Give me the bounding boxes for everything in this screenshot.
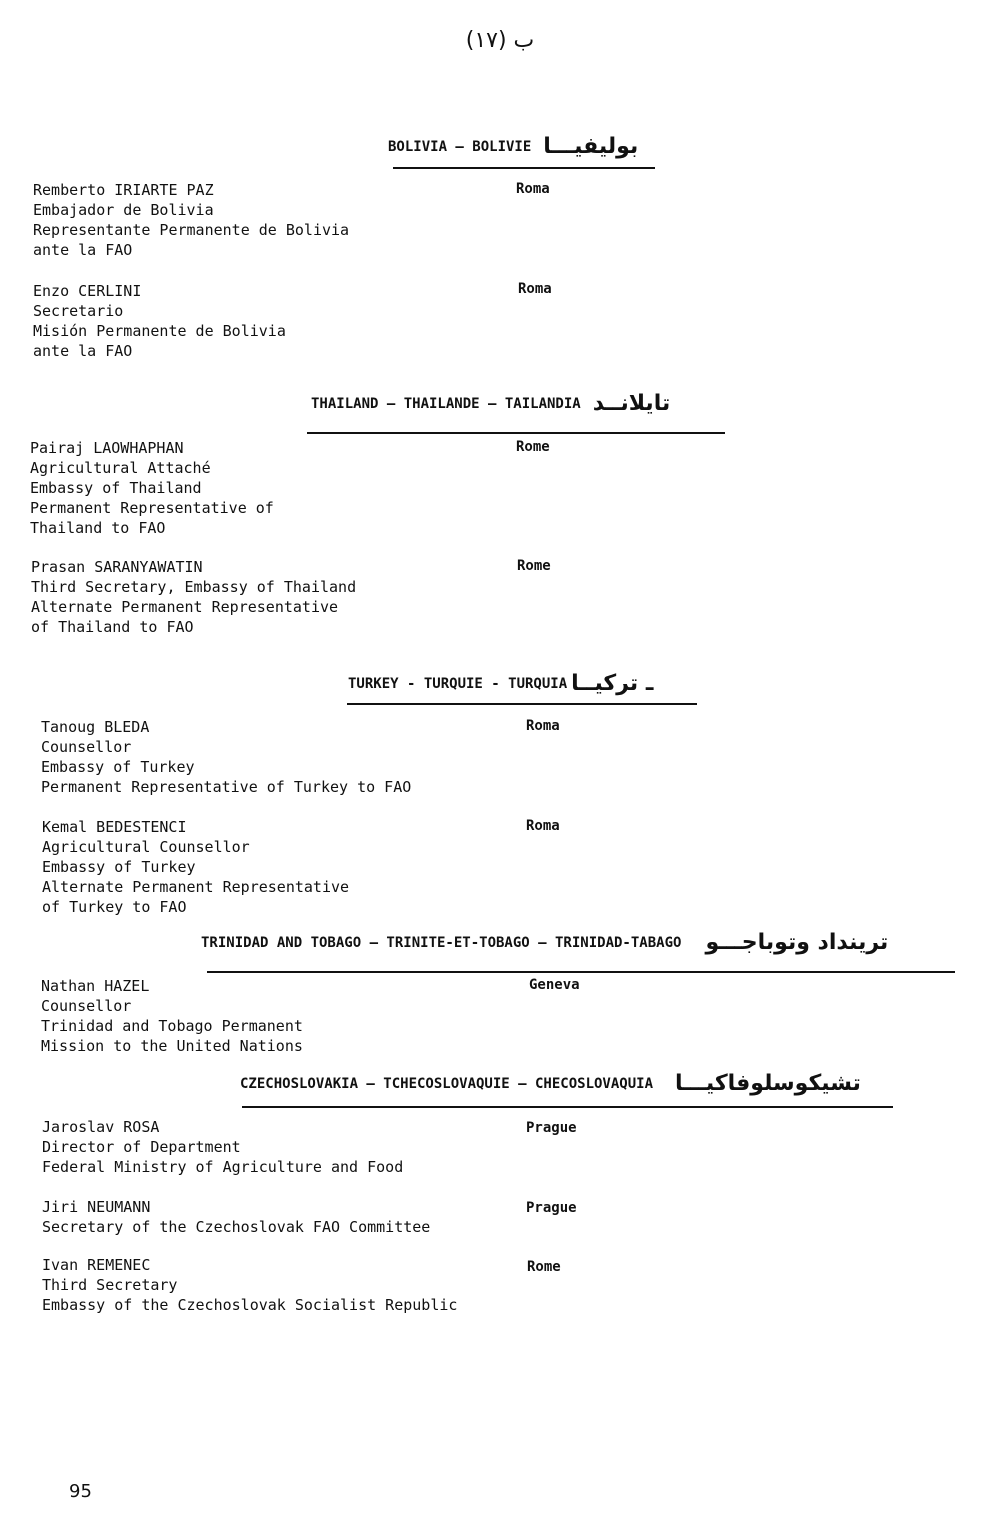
country-name-latin: THAILAND – THAILANDE – TAILANDIA bbox=[311, 395, 581, 412]
delegate-detail: Counsellor bbox=[41, 997, 132, 1015]
page-number: 95 bbox=[69, 1481, 92, 1502]
section-heading-trinidad-tobago bbox=[201, 930, 888, 955]
heading-underline bbox=[242, 1106, 893, 1108]
delegate-detail: ante la FAO bbox=[33, 241, 133, 259]
delegate-entry bbox=[42, 1255, 457, 1315]
delegate-city: Roma bbox=[526, 818, 560, 834]
delegate-name: Jaroslav ROSA bbox=[42, 1118, 160, 1136]
country-name-latin: BOLIVIA – BOLIVIE bbox=[388, 138, 532, 155]
delegate-detail: Secretario bbox=[33, 302, 124, 320]
delegate-entry bbox=[42, 817, 349, 917]
delegate-entry bbox=[41, 976, 303, 1056]
delegate-detail: Counsellor bbox=[41, 738, 132, 756]
delegate-detail: Federal Ministry of Agriculture and Food bbox=[42, 1158, 404, 1176]
country-name-arabic: بوليفيـــا bbox=[543, 134, 639, 159]
delegate-detail: Embassy of Turkey bbox=[41, 758, 195, 776]
delegate-detail: Representante Permanente de Bolivia bbox=[33, 221, 350, 239]
delegate-city: Roma bbox=[516, 181, 550, 197]
delegate-city: Rome bbox=[516, 439, 550, 455]
section-heading-thailand bbox=[311, 391, 670, 416]
delegate-name: Kemal BEDESTENCI bbox=[42, 818, 187, 836]
delegate-detail: Mission to the United Nations bbox=[41, 1037, 303, 1055]
delegate-city: Prague bbox=[526, 1120, 577, 1136]
country-name-arabic: ترينداد وتوباجـــو bbox=[705, 930, 889, 955]
delegate-name: Jiri NEUMANN bbox=[42, 1198, 151, 1216]
delegate-city: Roma bbox=[518, 281, 552, 297]
delegate-city: Rome bbox=[517, 558, 551, 574]
delegate-detail: Embassy of Turkey bbox=[42, 858, 196, 876]
delegate-name: Nathan HAZEL bbox=[41, 977, 150, 995]
delegate-detail: Agricultural Counsellor bbox=[42, 838, 250, 856]
delegate-detail: Permanent Representative of bbox=[30, 499, 274, 517]
delegate-city: Geneva bbox=[529, 977, 580, 993]
heading-underline bbox=[347, 703, 697, 705]
delegate-entry bbox=[31, 557, 356, 637]
delegate-name: Ivan REMENEC bbox=[42, 1256, 151, 1274]
country-name-latin: CZECHOSLOVAKIA – TCHECOSLOVAQUIE – CHECOSLOVAQUIA bbox=[240, 1075, 654, 1092]
section-heading-czechoslovakia bbox=[240, 1071, 861, 1096]
delegate-detail: Secretary of the Czechoslovak FAO Committee bbox=[42, 1218, 431, 1236]
delegate-detail: Embassy of the Czechoslovak Socialist Republic bbox=[42, 1296, 458, 1314]
country-name-latin: TURKEY - TURQUIE - TURQUIA bbox=[348, 675, 568, 692]
heading-underline bbox=[307, 432, 725, 434]
delegate-detail: of Thailand to FAO bbox=[31, 618, 194, 636]
delegate-name: Prasan SARANYAWATIN bbox=[31, 558, 203, 576]
delegate-detail: Embajador de Bolivia bbox=[33, 201, 214, 219]
delegate-detail: Director of Department bbox=[42, 1138, 241, 1156]
delegate-detail: Alternate Permanent Representative bbox=[31, 598, 339, 616]
delegate-detail: ante la FAO bbox=[33, 342, 133, 360]
delegate-entry bbox=[42, 1197, 430, 1237]
delegate-entry bbox=[33, 281, 286, 361]
delegate-city: Roma bbox=[526, 718, 560, 734]
delegate-entry bbox=[33, 180, 349, 260]
delegate-detail: Alternate Permanent Representative bbox=[42, 878, 350, 896]
delegate-entry bbox=[42, 1117, 403, 1177]
delegate-city: Rome bbox=[527, 1259, 561, 1275]
delegate-name: Remberto IRIARTE PAZ bbox=[33, 181, 214, 199]
delegate-detail: Trinidad and Tobago Permanent bbox=[41, 1017, 303, 1035]
delegate-detail: Third Secretary bbox=[42, 1276, 178, 1294]
delegate-detail: Thailand to FAO bbox=[30, 519, 166, 537]
delegate-detail: Embassy of Thailand bbox=[30, 479, 202, 497]
country-name-arabic: تشيكوسلوفاكيـــا bbox=[675, 1071, 861, 1096]
country-name-latin: TRINIDAD AND TOBAGO – TRINITE-ET-TOBAGO – TRINIDAD-TABAGO bbox=[201, 934, 682, 951]
delegate-detail: of Turkey to FAO bbox=[42, 898, 187, 916]
page-reference: ب (١٧) bbox=[465, 28, 535, 53]
delegate-entry bbox=[30, 438, 274, 538]
delegate-city: Prague bbox=[526, 1200, 577, 1216]
country-name-arabic: تايلانــد bbox=[592, 391, 671, 416]
delegate-name: Enzo CERLINI bbox=[33, 282, 142, 300]
country-name-arabic: ـ تركيــا bbox=[571, 671, 654, 696]
section-heading-bolivia bbox=[388, 134, 638, 159]
delegate-entry bbox=[41, 717, 411, 797]
delegate-name: Tanoug BLEDA bbox=[41, 718, 150, 736]
delegate-detail: Misión Permanente de Bolivia bbox=[33, 322, 286, 340]
delegate-detail: Agricultural Attaché bbox=[30, 459, 211, 477]
heading-underline bbox=[207, 971, 955, 973]
heading-underline bbox=[393, 167, 655, 169]
delegate-detail: Permanent Representative of Turkey to FAO bbox=[41, 778, 412, 796]
section-heading-turkey bbox=[348, 671, 653, 696]
delegate-name: Pairaj LAOWHAPHAN bbox=[30, 439, 184, 457]
delegate-detail: Third Secretary, Embassy of Thailand bbox=[31, 578, 357, 596]
